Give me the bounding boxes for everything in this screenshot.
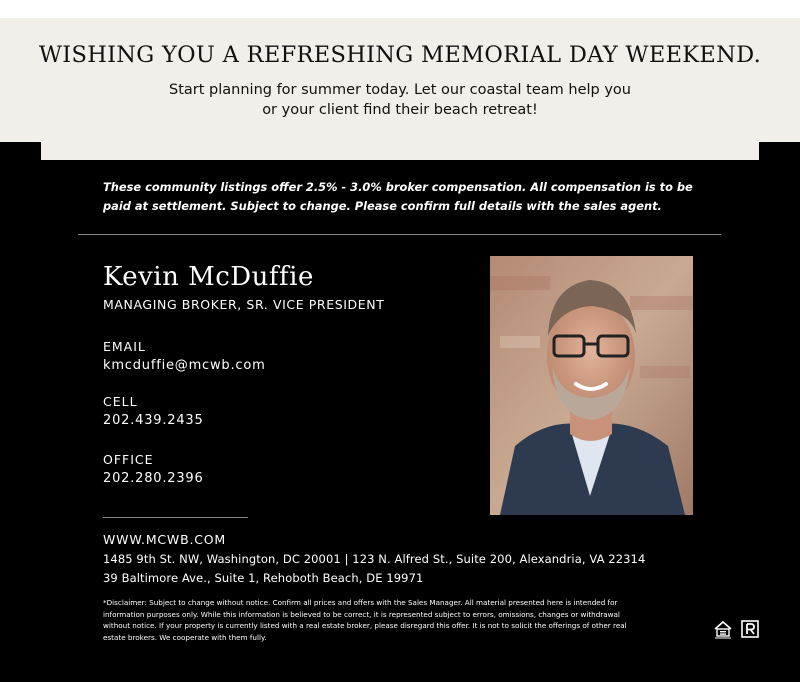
cell-label: CELL: [103, 394, 138, 409]
equal-housing-icon: [713, 620, 733, 640]
realtor-icon: [741, 620, 759, 638]
email-label: EMAIL: [103, 339, 146, 354]
compensation-line-2: paid at settlement. Subject to change. Please confirm full details with the sales agent.: [103, 199, 662, 213]
office-label: OFFICE: [103, 452, 154, 467]
banner-headline: WISHING YOU A REFRESHING MEMORIAL DAY WEEKEND.: [38, 42, 762, 68]
section-divider: [78, 234, 721, 235]
banner-tab: [41, 142, 759, 160]
agent-photo: [490, 256, 693, 515]
cell-phone-link[interactable]: 202.439.2435: [103, 413, 204, 428]
compensation-line-1: These community listings offer 2.5% - 3.0% broker compensation. All compensation is to be: [103, 180, 693, 194]
website-link[interactable]: WWW.MCWB.COM: [103, 532, 226, 547]
agent-name: Kevin McDuffie: [103, 262, 314, 292]
disclaimer-text: *Disclaimer: Subject to change without notice. Confirm all prices and offers with the Sales Manager. All material presented here is intended for information purposes only. While this information is believed to be correct, it is represented subject to errors, omissions, changes or withdrawal without notice. If your property is currently listed with a real estate broker, please disregard this offer. It is not to solicit the offerings of other real estate brokers. We cooperate with them fully.: [103, 598, 627, 642]
agent-title: MANAGING BROKER, SR. VICE PRESIDENT: [103, 297, 385, 312]
subhead-line-2: or your client find their beach retreat!: [262, 102, 538, 118]
banner-subhead: [150, 80, 650, 120]
address-line-2: 39 Baltimore Ave., Suite 1, Rehoboth Beach, DE 19971: [103, 571, 424, 585]
office-phone-link[interactable]: 202.280.2396: [103, 471, 204, 486]
address-line-1: 1485 9th St. NW, Washington, DC 20001 | 123 N. Alfred St., Suite 200, Alexandria, VA 22314: [103, 552, 646, 566]
subhead-line-1: Start planning for summer today. Let our coastal team help you: [169, 82, 631, 98]
contact-divider: [103, 517, 248, 518]
email-link[interactable]: kmcduffie@mcwb.com: [103, 358, 266, 373]
compensation-notice: [103, 178, 703, 216]
top-white-strip: [0, 0, 800, 18]
